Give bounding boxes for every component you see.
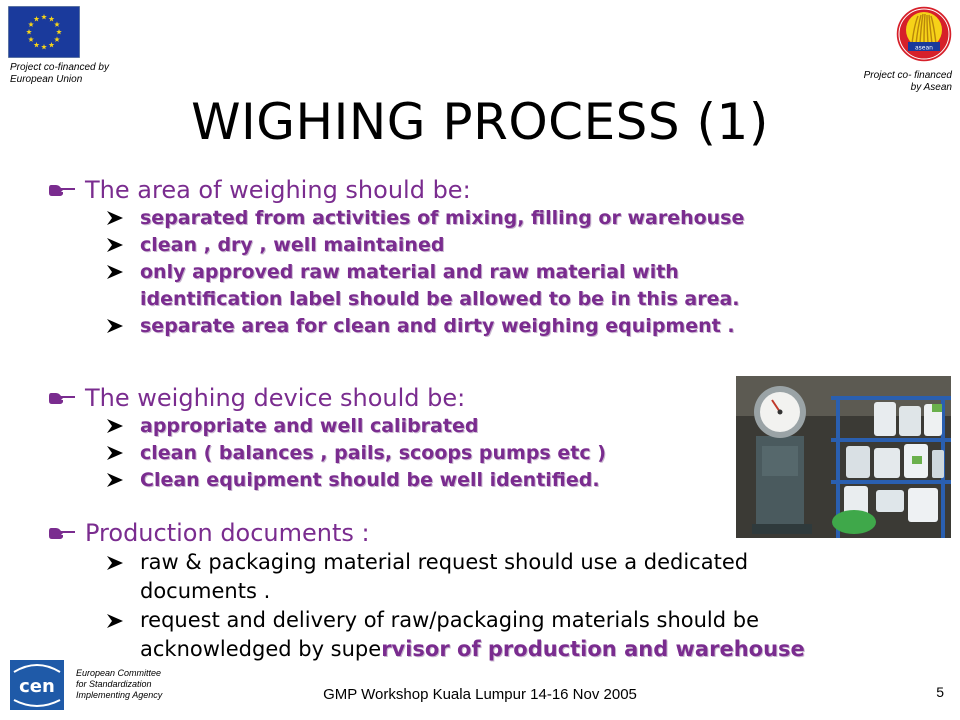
list-item-text: clean , dry , well maintained [140, 234, 445, 256]
slide-title: WIGHING PROCESS (1) [191, 93, 769, 151]
list-item [48, 259, 744, 313]
arrow-bullet-icon [105, 444, 125, 462]
arrow-bullet-icon [105, 554, 125, 572]
list-item [48, 205, 744, 232]
bullet-list [48, 205, 744, 340]
list-item-text-continued [140, 635, 805, 664]
list-item-text: raw & packaging material request should use a dedicated [140, 550, 749, 574]
section-heading [48, 518, 805, 548]
cen-caption-line3: Implementing Agency [76, 690, 163, 700]
pointing-hand-icon [48, 524, 76, 542]
list-item-text: Clean equipment should be well identified. [140, 469, 600, 491]
eu-flag-icon [8, 6, 80, 58]
bullet-list [48, 548, 805, 664]
eu-caption-line2: European Union [10, 74, 83, 85]
list-item-text: only approved raw material and raw material with [140, 261, 679, 283]
list-item [48, 467, 606, 494]
section-weighing-area [48, 175, 744, 340]
arrow-bullet-icon [105, 317, 125, 335]
list-item [48, 232, 744, 259]
list-item [48, 606, 805, 664]
list-item-text: request and delivery of raw/packaging materials should be [140, 608, 760, 632]
arrow-bullet-icon [105, 263, 125, 281]
list-item-text: separated from activities of mixing, filling or warehouse [140, 207, 745, 229]
cen-caption [76, 668, 162, 701]
section-heading [48, 175, 744, 205]
section-heading-text: The area of weighing should be: [85, 176, 471, 204]
page-number: 5 [936, 684, 944, 700]
section-heading [48, 383, 606, 413]
arrow-bullet-icon [105, 236, 125, 254]
cen-caption-line2: for Standardization [76, 679, 152, 689]
section-heading-text: Production documents : [85, 519, 370, 547]
bullet-list [48, 413, 606, 494]
asean-caption-line2: by Asean [910, 82, 952, 93]
list-item [48, 413, 606, 440]
arrow-bullet-icon [105, 471, 125, 489]
list-item-text-plain: acknowledged by supe [140, 637, 382, 661]
cen-caption-line1: European Committee [76, 668, 162, 678]
section-weighing-device [48, 383, 606, 494]
list-item-text-bold: rvisor of production and warehouse [381, 637, 805, 661]
list-item-text-continued: documents . [140, 579, 271, 603]
pointing-hand-icon [48, 181, 76, 199]
workshop-footer: GMP Workshop Kuala Lumpur 14-16 Nov 2005 [323, 686, 637, 703]
asean-caption [840, 70, 952, 94]
list-item-text: separate area for clean and dirty weighing equipment . [140, 315, 735, 337]
list-item [48, 313, 744, 340]
list-item-text-continued: identification label should be allowed to be in this area. [140, 288, 740, 310]
asean-emblem-icon [894, 4, 954, 64]
arrow-bullet-icon [105, 209, 125, 227]
list-item [48, 548, 805, 606]
list-item [48, 440, 606, 467]
asean-logo-text: asean [915, 44, 933, 52]
section-heading-text: The weighing device should be: [85, 384, 466, 412]
eu-caption-line1: Project co-financed by [10, 62, 109, 73]
weighing-scale-photo [736, 376, 951, 538]
arrow-bullet-icon [105, 612, 125, 630]
section-production-documents [48, 518, 805, 664]
cen-logo-icon [10, 660, 64, 710]
asean-caption-line1: Project co- financed [863, 70, 952, 81]
arrow-bullet-icon [105, 417, 125, 435]
eu-caption [10, 62, 109, 86]
list-item-text: clean ( balances , pails, scoops pumps etc ) [140, 442, 606, 464]
list-item-text: appropriate and well calibrated [140, 415, 479, 437]
cen-logo-text: cen [19, 676, 55, 697]
pointing-hand-icon [48, 389, 76, 407]
